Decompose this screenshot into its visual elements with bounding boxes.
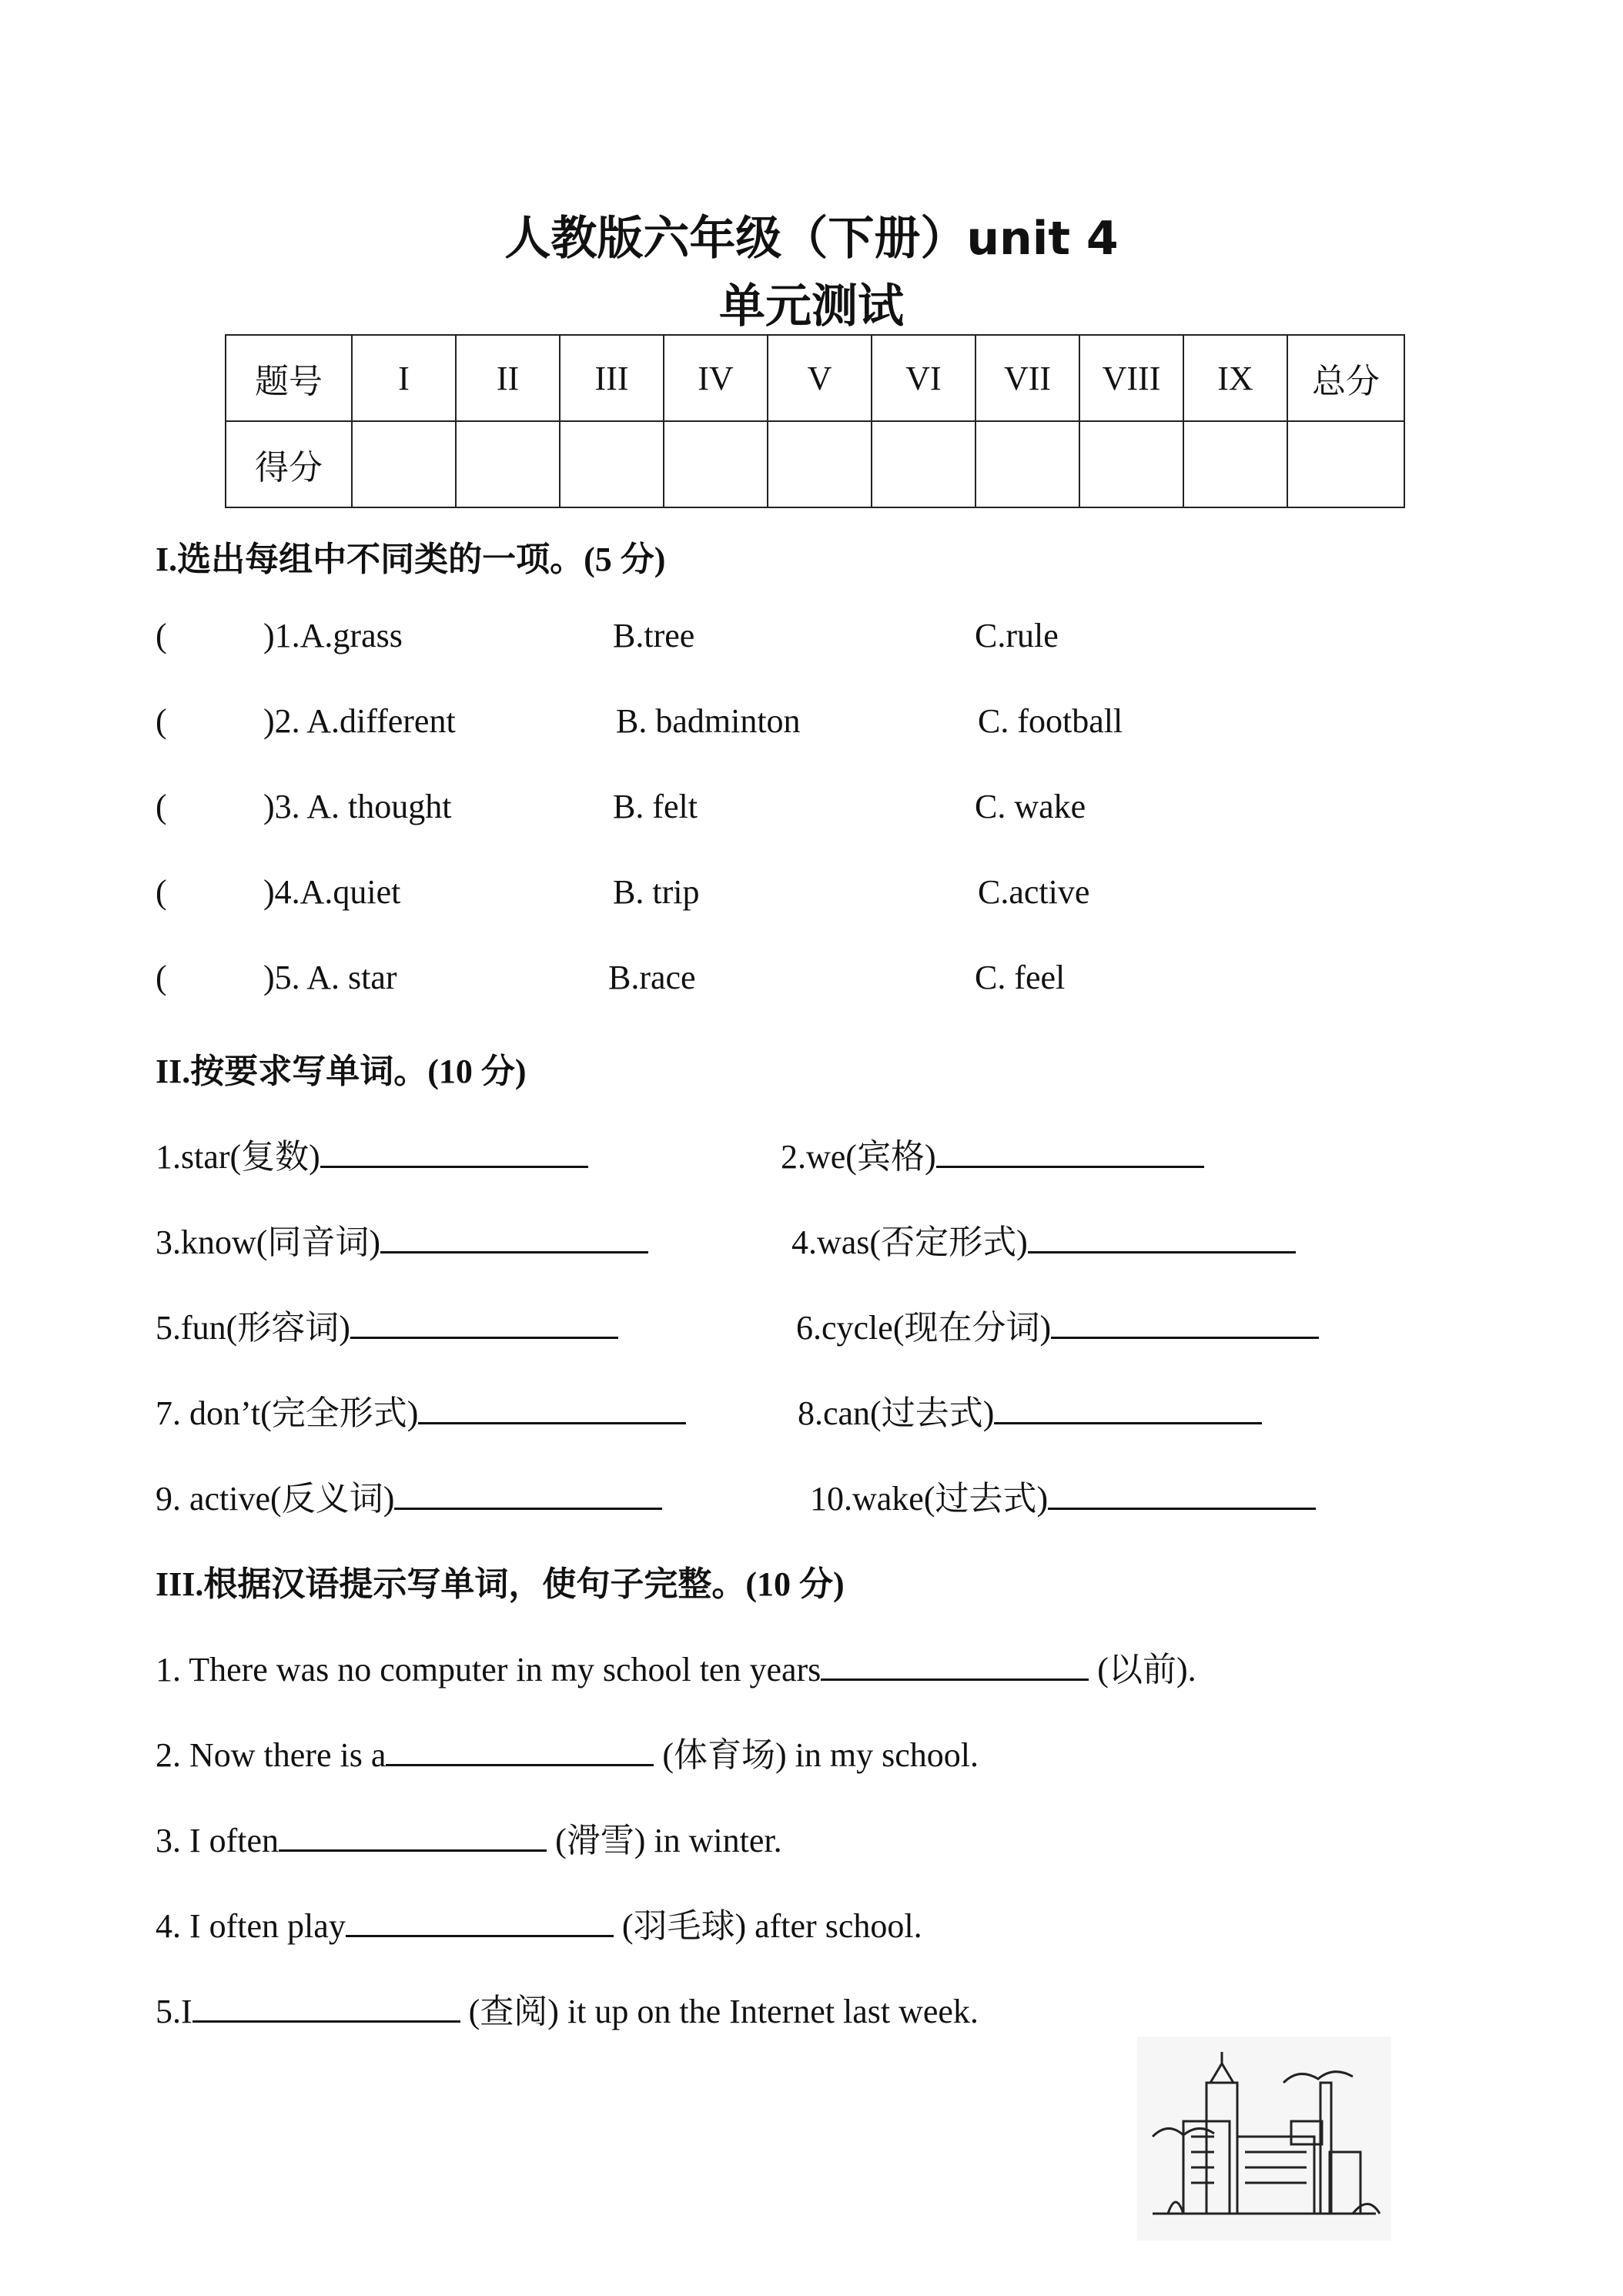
sentence-hint: (查阅) it up on the Internet last week. bbox=[460, 1993, 979, 2030]
option-c: C.active bbox=[978, 873, 1090, 911]
option-a: )1.A.grass bbox=[263, 617, 403, 654]
section-2-item bbox=[781, 1129, 1204, 1178]
section-3-item bbox=[156, 1812, 782, 1862]
prompt-text: 5.fun(形容词) bbox=[156, 1309, 350, 1347]
prompt-text: 9. active(反义词) bbox=[156, 1480, 395, 1518]
header-cell: VII bbox=[975, 335, 1079, 421]
option-c: C. feel bbox=[975, 959, 1066, 996]
header-cell: II bbox=[456, 335, 560, 421]
answer-blank[interactable] bbox=[1051, 1306, 1319, 1339]
section-2-item bbox=[156, 1129, 588, 1178]
section-2-item bbox=[156, 1214, 648, 1263]
answer-blank[interactable] bbox=[386, 1733, 654, 1766]
header-cell: IX bbox=[1183, 335, 1287, 421]
score-cell-total[interactable] bbox=[1287, 421, 1404, 507]
score-cell[interactable] bbox=[768, 421, 872, 507]
score-table bbox=[225, 334, 1405, 508]
header-cell-label: 题号 bbox=[226, 335, 352, 421]
option-a: )5. A. star bbox=[263, 959, 397, 996]
answer-blank[interactable] bbox=[380, 1220, 648, 1253]
section-2-item bbox=[156, 1385, 686, 1434]
header-cell: I bbox=[352, 335, 456, 421]
option-a: )4.A.quiet bbox=[263, 873, 401, 911]
option-c: C. wake bbox=[975, 788, 1086, 825]
answer-blank[interactable] bbox=[394, 1477, 662, 1510]
section-3-item bbox=[156, 1727, 979, 1776]
section-2-item bbox=[791, 1214, 1296, 1263]
answer-paren[interactable]: ( bbox=[156, 788, 167, 825]
score-table-score-row bbox=[226, 421, 1404, 507]
page-subtitle: 单元测试 bbox=[719, 279, 904, 333]
score-cell[interactable] bbox=[1183, 421, 1287, 507]
section-2-item bbox=[156, 1471, 662, 1520]
option-b: B.race bbox=[608, 959, 696, 996]
answer-blank[interactable] bbox=[279, 1819, 547, 1852]
prompt-text: 3.know(同音词) bbox=[156, 1223, 381, 1261]
answer-paren[interactable]: ( bbox=[156, 702, 167, 740]
prompt-text: 1.star(复数) bbox=[156, 1138, 320, 1176]
sentence-text: 3. I often bbox=[156, 1822, 279, 1859]
option-c: C.rule bbox=[975, 617, 1059, 654]
section-3-item bbox=[156, 1898, 922, 1947]
answer-blank[interactable] bbox=[320, 1135, 588, 1168]
header-cell: V bbox=[768, 335, 872, 421]
section-2-item bbox=[796, 1300, 1319, 1349]
sentence-hint: (滑雪) in winter. bbox=[547, 1822, 782, 1859]
sentence-text: 2. Now there is a bbox=[156, 1736, 387, 1774]
option-a: )2. A.different bbox=[263, 702, 456, 740]
sentence-hint: (体育场) in my school. bbox=[654, 1736, 979, 1774]
score-table-header-row bbox=[226, 335, 1404, 421]
option-b: B.tree bbox=[613, 617, 695, 654]
answer-blank[interactable] bbox=[1028, 1220, 1296, 1253]
header-cell: IV bbox=[664, 335, 768, 421]
answer-paren[interactable]: ( bbox=[156, 617, 167, 654]
answer-blank[interactable] bbox=[418, 1391, 686, 1424]
header-cell-total: 总分 bbox=[1287, 335, 1404, 421]
score-cell[interactable] bbox=[1079, 421, 1183, 507]
answer-blank[interactable] bbox=[1048, 1477, 1316, 1510]
answer-blank[interactable] bbox=[346, 1904, 614, 1937]
option-a: )3. A. thought bbox=[263, 788, 452, 825]
answer-blank[interactable] bbox=[994, 1391, 1262, 1424]
section-2-item bbox=[798, 1385, 1262, 1434]
prompt-text: 10.wake(过去式) bbox=[810, 1480, 1049, 1518]
answer-blank[interactable] bbox=[821, 1648, 1089, 1681]
header-cell: VI bbox=[872, 335, 975, 421]
answer-blank[interactable] bbox=[192, 1990, 460, 2023]
option-b: B. badminton bbox=[616, 702, 801, 740]
answer-paren[interactable]: ( bbox=[156, 959, 167, 996]
prompt-text: 4.was(否定形式) bbox=[791, 1223, 1028, 1261]
header-cell: VIII bbox=[1079, 335, 1183, 421]
header-cell: III bbox=[560, 335, 664, 421]
sentence-text: 1. There was no computer in my school ten years bbox=[156, 1651, 822, 1689]
section-2-heading: II.按要求写单词。(10 分) bbox=[156, 1053, 527, 1090]
answer-paren[interactable]: ( bbox=[156, 873, 167, 911]
sentence-text: 5.I bbox=[156, 1993, 192, 2030]
option-b: B. felt bbox=[613, 788, 698, 825]
sentence-hint: (羽毛球) after school. bbox=[613, 1907, 922, 1945]
score-cell[interactable] bbox=[560, 421, 664, 507]
section-2-item bbox=[810, 1471, 1316, 1520]
score-cell[interactable] bbox=[664, 421, 768, 507]
score-cell[interactable] bbox=[456, 421, 560, 507]
page-title: 人教版六年级（下册）unit 4 bbox=[504, 212, 1119, 266]
section-1-heading: I.选出每组中不同类的一项。(5 分) bbox=[156, 541, 666, 578]
score-cell[interactable] bbox=[975, 421, 1079, 507]
score-cell[interactable] bbox=[352, 421, 456, 507]
section-3-heading: III.根据汉语提示写单词，使句子完整。(10 分) bbox=[156, 1565, 845, 1603]
prompt-text: 6.cycle(现在分词) bbox=[796, 1309, 1052, 1347]
prompt-text: 2.we(宾格) bbox=[781, 1138, 936, 1176]
prompt-text: 8.can(过去式) bbox=[798, 1394, 995, 1432]
prompt-text: 7. don’t(完全形式) bbox=[156, 1394, 419, 1432]
factory-building-drawing-icon bbox=[1137, 2037, 1391, 2241]
answer-blank[interactable] bbox=[350, 1306, 618, 1339]
option-b: B. trip bbox=[613, 873, 700, 911]
score-row-label: 得分 bbox=[226, 421, 352, 507]
sentence-hint: (以前). bbox=[1089, 1651, 1196, 1689]
section-3-item bbox=[156, 1642, 1196, 1691]
section-2-item bbox=[156, 1300, 618, 1349]
option-c: C. football bbox=[978, 702, 1123, 740]
sentence-text: 4. I often play bbox=[156, 1907, 346, 1945]
section-3-item bbox=[156, 1983, 979, 2033]
answer-blank[interactable] bbox=[936, 1135, 1204, 1168]
score-cell[interactable] bbox=[872, 421, 975, 507]
